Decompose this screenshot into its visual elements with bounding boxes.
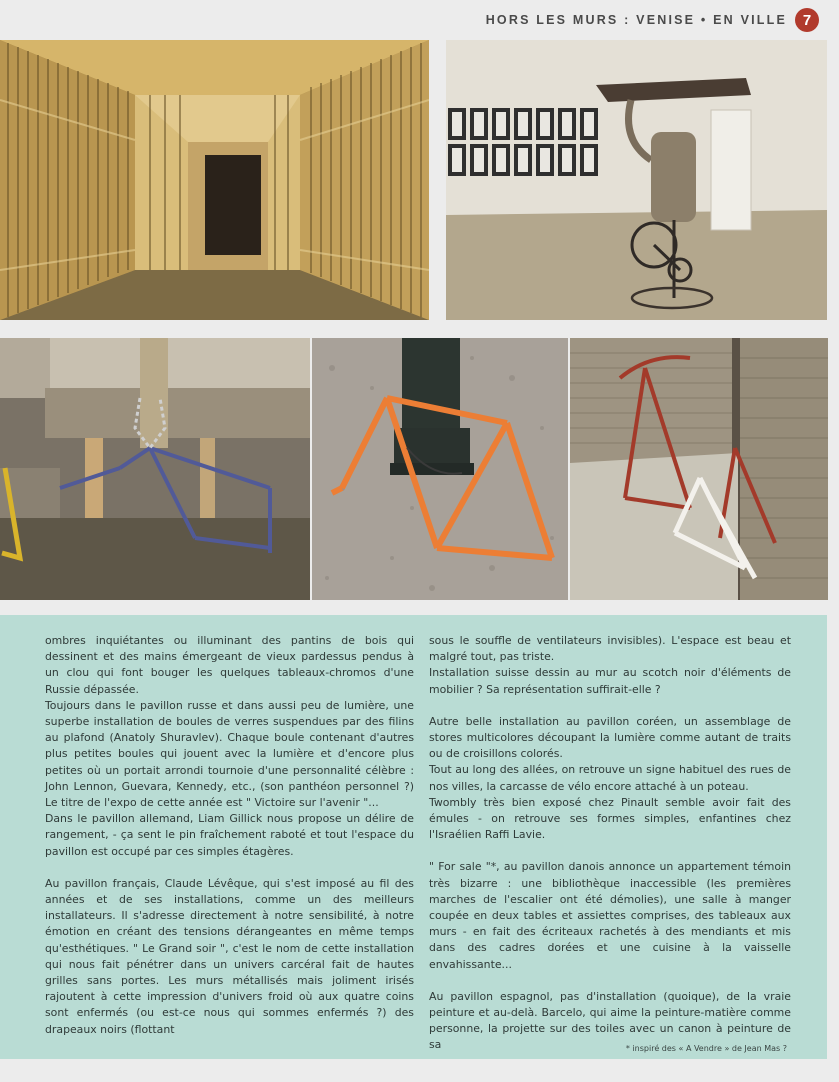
article-paragraph: Au pavillon espagnol, pas d'installation (quoique), de la vraie peinture et au-delà. Barcelo, qui aime la peinture-matière comme personne, la projette sur des toiles avec un canon à peinture de sa bbox=[429, 989, 791, 1052]
page-number-badge: 7 bbox=[795, 8, 819, 32]
article-column-left bbox=[45, 633, 414, 1038]
article-paragraph: ombres inquiétantes ou illuminant des pantins de bois qui dessinent et des mains émergeant de vieux pardessus pendus à un clou qui font bouger les quelques tableaux-chromos d'une Russie dépassée. bbox=[45, 634, 414, 696]
running-header bbox=[486, 8, 819, 32]
article-paragraph: Tout au long des allées, on retrouve un signe habituel des rues de nos villes, la carcasse de vélo encore attaché à un poteau. bbox=[429, 763, 791, 793]
article-paragraph: Installation suisse dessin au mur au scotch noir d'éléments de mobilier ? Sa représentation suffirait-elle ? bbox=[429, 666, 791, 696]
article-paragraph: Toujours dans le pavillon russe et dans aussi peu de lumière, une superbe installation de boules de verres suspendues par des filins au plafond (Anatoly Shuravlev). Chaque boule contenant d'autres plus petites boules qui jouent avec la lumière et d'encore plus petites où un portait arrondi tournoie d'une personnalité célèbre : John Lennon, Guevara, Kennedy, etc., (son panthéon personnel ?) Le titre de l'expo de cette année est " Victoire sur l'avenir "... bbox=[45, 698, 414, 810]
article-paragraph: " For sale "*, au pavillon danois annonce un appartement témoin très bizarre : une bibliothèque inaccessible (les premières marches de l'escalier ont été démolies), une salle à manger coupée en deux tables et assiettes comprises, des tableaux aux murs - en fait des écriteaux rachetés à des mendiants et mis dans des cadres dorées et une cuisine à la vaisselle envahissante... bbox=[429, 860, 791, 971]
article-paragraph: Dans le pavillon allemand, Liam Gillick nous propose un délire de rangement, - ça sent le pin fraîchement raboté et tout l'espace du pavillon est occupé par ces simples étagères. bbox=[45, 812, 414, 858]
photo-orange-bike-frame bbox=[312, 338, 568, 600]
article-column-right bbox=[429, 633, 791, 1054]
photo-red-white-bike-frames bbox=[570, 338, 828, 600]
article-paragraph: Twombly très bien exposé chez Pinault semble avoir fait des émules - on retrouve ses formes simples, enfantines chez l'Israélien Raffi Lavie. bbox=[429, 795, 791, 842]
photo-blue-bike-frame bbox=[0, 338, 310, 600]
article-paragraph: sous le souffle de ventilateurs invisibles). L'espace est beau et malgré tout, pas triste. bbox=[429, 634, 791, 664]
photo-cage-installation bbox=[0, 40, 429, 320]
photo-bicycle-sculpture bbox=[446, 40, 827, 320]
article-text-panel bbox=[0, 615, 827, 1059]
running-title: HORS LES MURS : VENISE • EN VILLE bbox=[485, 13, 787, 27]
article-paragraph: Au pavillon français, Claude Lévêque, qui s'est imposé au fil des années et de ses installations, comme un des meilleurs installateurs. Il s'adresse directement à notre sensibilité, à notre émotion en créant des tensions dérangeantes en même temps qu'esthétiques. " Le Grand soir ", c'est le nom de cette installation qui nous fait pénétrer dans un univers carcéral fait de hautes grilles sans portes. Les murs métallisés mais joliment irisés rajoutent à cette impression d'univers froid où aux quatre coins sont enfermés (ou est-ce nous qui sommes enfermés ?) des drapeaux noirs (flottant bbox=[45, 876, 414, 1036]
footnote: * inspiré des « A Vendre » de Jean Mas ? bbox=[625, 1044, 787, 1053]
article-paragraph: Autre belle installation au pavillon coréen, un assemblage de stores multicolores découpant la lumière comme autant de traits ou de croisillons colorés. bbox=[429, 714, 791, 761]
